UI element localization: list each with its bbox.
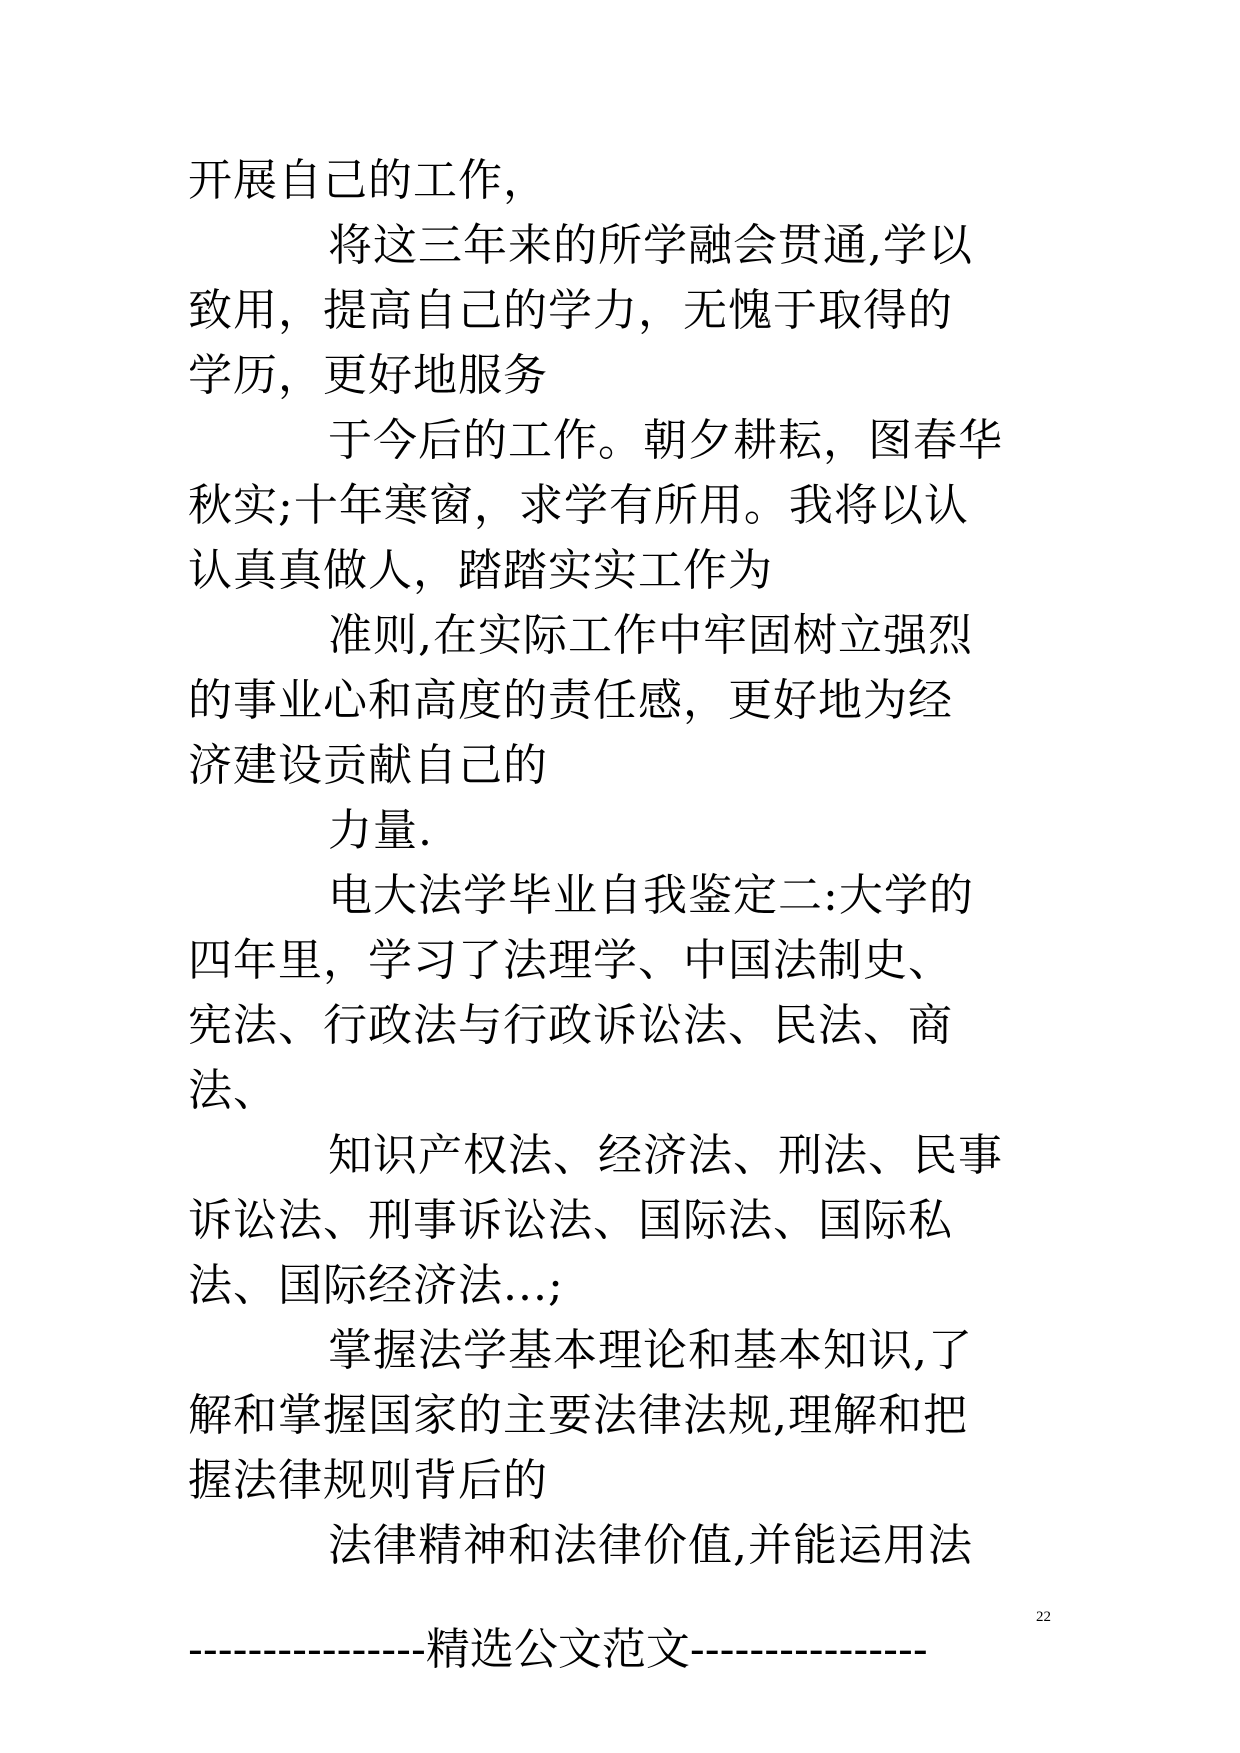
- text-line: 力量.: [328, 805, 433, 856]
- text-line: 知识产权法、经济法、刑法、民事: [328, 1130, 1003, 1181]
- text-line: 秋实;十年寒窗，求学有所用。我将以认: [188, 480, 969, 531]
- page-number: 22: [1036, 1609, 1051, 1625]
- text-line: 诉讼法、刑事诉讼法、国际法、国际私: [188, 1195, 953, 1246]
- text-line: 将这三年来的所学融会贯通,学以: [328, 220, 973, 271]
- text-line: 的事业心和高度的责任感，更好地为经: [188, 675, 953, 726]
- text-line: 开展自己的工作，: [188, 155, 548, 206]
- text-line: 法律精神和法律价值,并能运用法: [328, 1520, 973, 1571]
- text-line: 认真真做人，踏踏实实工作为: [188, 545, 773, 596]
- text-line: 法、国际经济法...;: [188, 1260, 564, 1311]
- text-line: 解和掌握国家的主要法律法规,理解和把: [188, 1390, 968, 1441]
- text-line: 宪法、行政法与行政诉讼法、民法、商: [188, 1000, 953, 1051]
- text-line: 准则,在实际工作中牢固树立强烈: [328, 610, 973, 661]
- text-line: 握法律规则背后的: [188, 1455, 548, 1506]
- page-footer: ----------------精选公文范文----------------: [188, 1624, 928, 1675]
- text-line: 学历，更好地服务: [188, 350, 548, 401]
- text-line: 济建设贡献自己的: [188, 740, 548, 791]
- text-line: 掌握法学基本理论和基本知识,了: [328, 1325, 973, 1376]
- text-line: 电大法学毕业自我鉴定二:大学的: [328, 870, 974, 921]
- text-line: 四年里，学习了法理学、中国法制史、: [188, 935, 953, 986]
- document-body: [188, 148, 1058, 1578]
- text-line: 法、: [188, 1065, 278, 1116]
- text-line: 于今后的工作。朝夕耕耘，图春华: [328, 415, 1003, 466]
- text-line: 致用，提高自己的学力，无愧于取得的: [188, 285, 953, 336]
